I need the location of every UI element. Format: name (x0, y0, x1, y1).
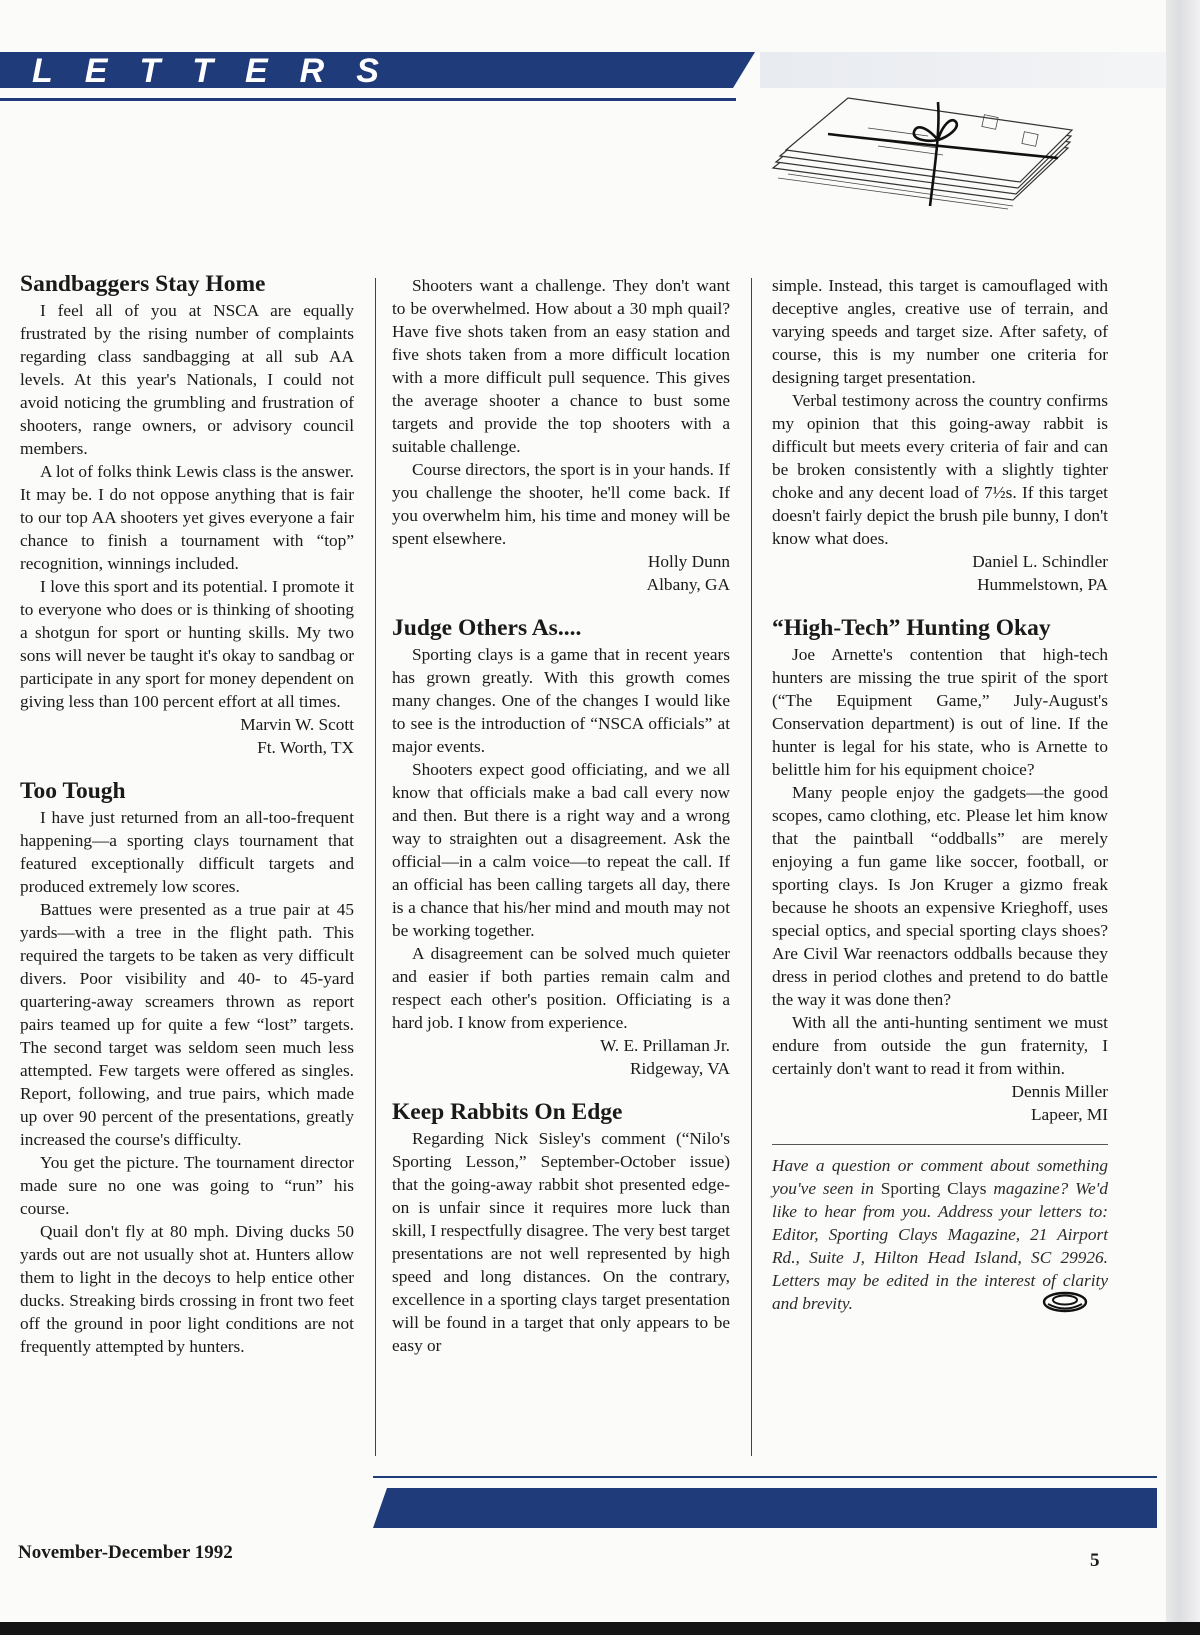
letter-heading: Too Tough (20, 778, 126, 804)
invite-lead: Have a question or comment about something you've seen in (772, 1156, 1108, 1198)
page-number: 5 (1090, 1550, 1100, 1571)
letter-paragraph: A disagreement can be solved much quieter and easier if both parties remain calm and respect each other's position. Officiating is a hard job. I know from experience. (392, 944, 730, 1032)
letter-location: Ft. Worth, TX (257, 738, 354, 757)
letter-paragraph: Sporting clays is a game that in recent years has grown greatly. With this growth comes many changes. One of the changes I would like to see is the introduction of “NSCA officials” at major events. (392, 645, 730, 756)
letter-keep-rabbits-continued (772, 274, 1108, 596)
column-divider-left (375, 278, 376, 1456)
section-title: LETTERS (32, 52, 411, 90)
column-one (20, 270, 354, 1358)
adjacent-page-edge (1166, 0, 1200, 1635)
clay-target-icon (1042, 1289, 1088, 1313)
letter-keep-rabbits (392, 1098, 730, 1357)
letter-heading: Judge Others As.... (392, 615, 582, 641)
letter-sandbaggers (20, 270, 354, 759)
banner-bleed-shadow (760, 52, 1166, 88)
letter-author: Holly Dunn (647, 552, 730, 571)
letter-heading: Sandbaggers Stay Home (20, 271, 266, 297)
letter-high-tech (772, 614, 1108, 1126)
letter-paragraph: Shooters expect good officiating, and we all know that officials make a bad call every now and then. But there is a right way and a wrong way to straighten out a disagreement. Ask the official—in a calm voice—to repeat the call. If an official has been calling targets all day, there is a chance that his/her mind and mouth may not be working together. (392, 760, 730, 940)
submission-invitation (772, 1144, 1108, 1315)
letter-author: W. E. Prillaman Jr. (600, 1036, 730, 1055)
letter-location: Lapeer, MI (1030, 1105, 1108, 1124)
letter-location: Ridgeway, VA (629, 1059, 730, 1078)
letter-paragraph: Regarding Nick Sisley's comment (“Nilo's Sporting Lesson,” September-October issue) that the going-away rabbit shot presented edge-on is unfair since it requires more luck than skill, I respectfully disagree. The very best target presentations are not well represented by high speed and long distances. On the contrary, excellence in a sporting clays target presentation will be found in a target that only appears to be easy or (392, 1129, 730, 1355)
letter-paragraph: Many people enjoy the gadgets—the good scopes, camo clothing, etc. Please let him know that the paintball “oddballs” are merely enjoying a fun game like soccer, football, or sporting clays. Is Jon Kruger a gizmo freak because he shoots an expensive Krieghoff, uses special optics, and special sporting clays shoes? Are Civil War reenactors oddballs because they dress in period clothes and pretend to do battle the way it was done then? (772, 783, 1108, 1009)
invite-rest: magazine? We'd like to hear from you. Address your letters to: Editor, Sporting Clays Magazine, 21 Airport Rd., Suite J, Hilton Head Island, SC 29926. Letters may be edited in the interest of clarity and brevity. (772, 1179, 1108, 1313)
letter-location: Albany, GA (646, 575, 730, 594)
letter-paragraph: Joe Arnette's contention that high-tech hunters are missing the true spirit of the sport (“The Equipment Game,” July-August's Conservation department) is out of line. If the hunter is legal for his state, who is Arnette to belittle him for his equipment choice? (772, 645, 1108, 779)
letter-paragraph: Shooters want a challenge. They don't want to be overwhelmed. How about a 30 mph quail? Have five shots taken from an easy station and five shots taken from a more difficult location with a more difficult pull sequence. This gives the average shooter a chance to bust some targets and provide the top shooters with a suitable challenge. (392, 276, 730, 456)
bundled-letters-illustration (768, 88, 1078, 213)
letter-heading: Keep Rabbits On Edge (392, 1099, 623, 1125)
letter-paragraph: A lot of folks think Lewis class is the answer. It may be. I do not oppose anything that is fair to our top AA shooters yet gives everyone a fair chance to finish a tournament with “top” recognition, winnings included. (20, 462, 354, 573)
letter-paragraph: Verbal testimony across the country confirms my opinion that this going-away rabbit is difficult but meets every criteria of fair and can be broken consistently with a slightly tighter choke and any decent load of 7½s. If this target doesn't fairly depict the brush pile bunny, I don't know what does. (772, 391, 1108, 548)
letter-paragraph: Quail don't fly at 80 mph. Diving ducks 50 yards out are not usually shot at. Hunters allow them to light in the decoys to help entice other ducks. Streaking birds crossing in front two feet off the ground in poor light conditions are not frequently attempted by hunters. (20, 1222, 354, 1356)
letter-heading: “High-Tech” Hunting Okay (772, 615, 1051, 641)
letter-author: Marvin W. Scott (240, 715, 354, 734)
letter-location: Hummelstown, PA (977, 575, 1108, 594)
banner-underline (0, 98, 736, 101)
footer-rule (373, 1476, 1157, 1478)
letter-author: Dennis Miller (1011, 1082, 1108, 1101)
column-three (772, 274, 1108, 1315)
scan-border (0, 1622, 1200, 1635)
invite-magazine-name: Sporting Clays (880, 1179, 987, 1198)
letter-judge-others (392, 614, 730, 1080)
letter-paragraph: I love this sport and its potential. I promote it to everyone who does or is thinking of shooting a shotgun for sport or hunting skills. My two sons will never be taught it's okay to sandbag or participate in any sport for money dependent on giving less than 100 percent effort at all times. (20, 577, 354, 711)
letter-paragraph: With all the anti-hunting sentiment we must endure from outside the gun fraternity, I certainly don't want to read it from within. (772, 1013, 1108, 1078)
letter-paragraph: I feel all of you at NSCA are equally frustrated by the rising number of complaints regarding class sandbagging at all sub AA levels. At this year's Nationals, I could not avoid noticing the grumbling and frustration of shooters, range owners, or advisory council members. (20, 301, 354, 458)
letter-paragraph: You get the picture. The tournament director made sure no one was going to “run” his course. (20, 1153, 354, 1218)
column-divider-right (751, 278, 752, 1456)
letter-paragraph: Battues were presented as a true pair at 45 yards—with a tree in the flight path. This required the targets to be taken as very difficult divers. Poor visibility and 40- to 45-yard quartering-away screamers thrown as report pairs teamed up for quite a few “lost” targets. The second target was seldom seen much less attempted. Few targets were offered as singles. Report, following, and true pairs, which made up over 90 percent of the presentations, greatly increased the course's difficulty. (20, 900, 354, 1149)
column-two (392, 274, 730, 1357)
letters-banner (0, 52, 755, 88)
letter-too-tough-continued (392, 274, 730, 596)
issue-date: November-December 1992 (18, 1542, 233, 1563)
letter-too-tough (20, 777, 354, 1358)
letter-paragraph: simple. Instead, this target is camouflaged with deceptive angles, creative use of terrain, and varying speeds and target size. After safety, of course, this is my number one criteria for designing target presentation. (772, 276, 1108, 387)
letter-paragraph: Course directors, the sport is in your hands. If you challenge the shooter, he'll come back. If you overwhelm him, his time and money will be spent elsewhere. (392, 460, 730, 548)
letter-author: Daniel L. Schindler (972, 552, 1108, 571)
letter-paragraph: I have just returned from an all-too-frequent happening—a sporting clays tournament that featured exceptionally difficult targets and produced extremely low scores. (20, 808, 354, 896)
footer-band (373, 1488, 1157, 1528)
